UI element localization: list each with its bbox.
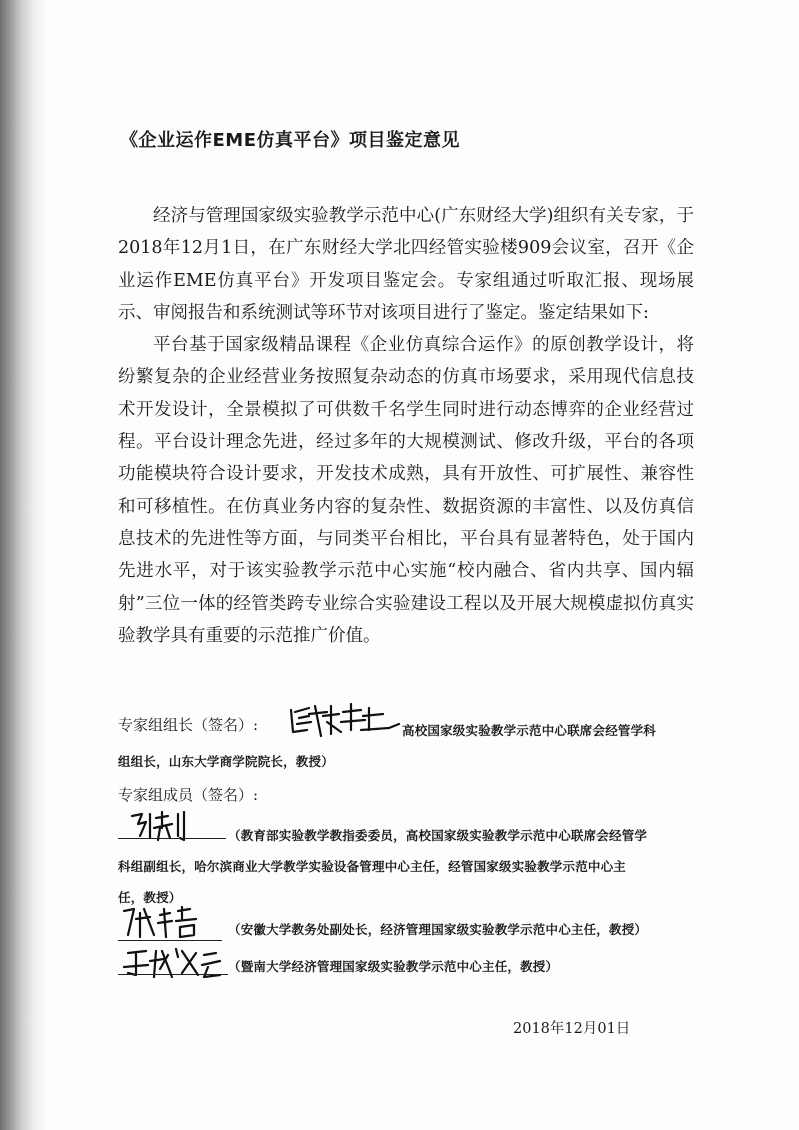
leader-title-note-line2: 组组长，山东大学商学院院长，教授） xyxy=(118,754,334,769)
scan-shadow-edge xyxy=(0,0,46,1130)
member1-signature-line xyxy=(118,838,226,839)
member1-title-note-line3: 任，教授） xyxy=(118,890,182,905)
paragraph-intro: 经济与管理国家级实验教学示范中心(广东财经大学)组织有关专家，于2018年12月1日，在广东财经大学北四经管实验楼909会议室，召开《企业运作EME仿真平台》开发项目鉴定会。专家组通过听取汇报、现场展示、审阅报告和系统测试等环节对该项目进行了鉴定。鉴定结果如下: xyxy=(118,206,694,323)
member2-handwritten-signature xyxy=(120,905,230,941)
member3-title-note: （暨南大学经济管理国家级实验教学示范中心主任，教授） xyxy=(228,959,559,974)
document-title: 《企业运作EME仿真平台》项目鉴定意见 xyxy=(120,130,461,151)
leader-handwritten-signature xyxy=(285,700,405,740)
document-body xyxy=(118,200,694,652)
members-signature-label: 专家组成员（签名）: xyxy=(118,786,259,804)
leader-signature-label: 专家组组长（签名）: xyxy=(118,716,259,734)
member3-handwritten-signature xyxy=(124,945,234,981)
member3-signature-line xyxy=(118,974,228,975)
member1-title-note-line2: 科组副组长，哈尔滨商业大学教学实验设备管理中心主任，经管国家级实验教学示范中心主 xyxy=(118,859,627,874)
member1-title-note-line1: （教育部实验教学教指委委员，高校国家级实验教学示范中心联席会经管学 xyxy=(228,828,648,843)
leader-title-note-line1: 高校国家级实验教学示范中心联席会经管学科 xyxy=(402,723,657,738)
document-date: 2018年12月01日 xyxy=(513,1021,631,1037)
member2-signature-line xyxy=(118,940,222,941)
paragraph-assessment: 平台基于国家级精品课程《企业仿真综合运作》的原创教学设计，将纷繁复杂的企业经营业务按照复杂动态的仿真市场要求，采用现代信息技术开发设计，全景模拟了可供数千名学生同时进行动态博弈的企业经营过程。平台设计理念先进，经过多年的大规模测试、修改升级，平台的各项功能模块符合设计要求，开发技术成熟，具有开放性、可扩展性、兼容性和可移植性。在仿真业务内容的复杂性、数据资源的丰富性、以及仿真信息技术的先进性等方面，与同类平台相比，平台具有显著特色，处于国内先进水平，对于该实验教学示范中心实施“校内融合、省内共享、国内辐射”三位一体的经管类跨专业综合实验建设工程以及开展大规模虚拟仿真实验教学具有重要的示范推广价值。 xyxy=(118,335,694,646)
member2-title-note: （安徽大学教务处副处长，经济管理国家级实验教学示范中心主任，教授） xyxy=(228,922,648,937)
